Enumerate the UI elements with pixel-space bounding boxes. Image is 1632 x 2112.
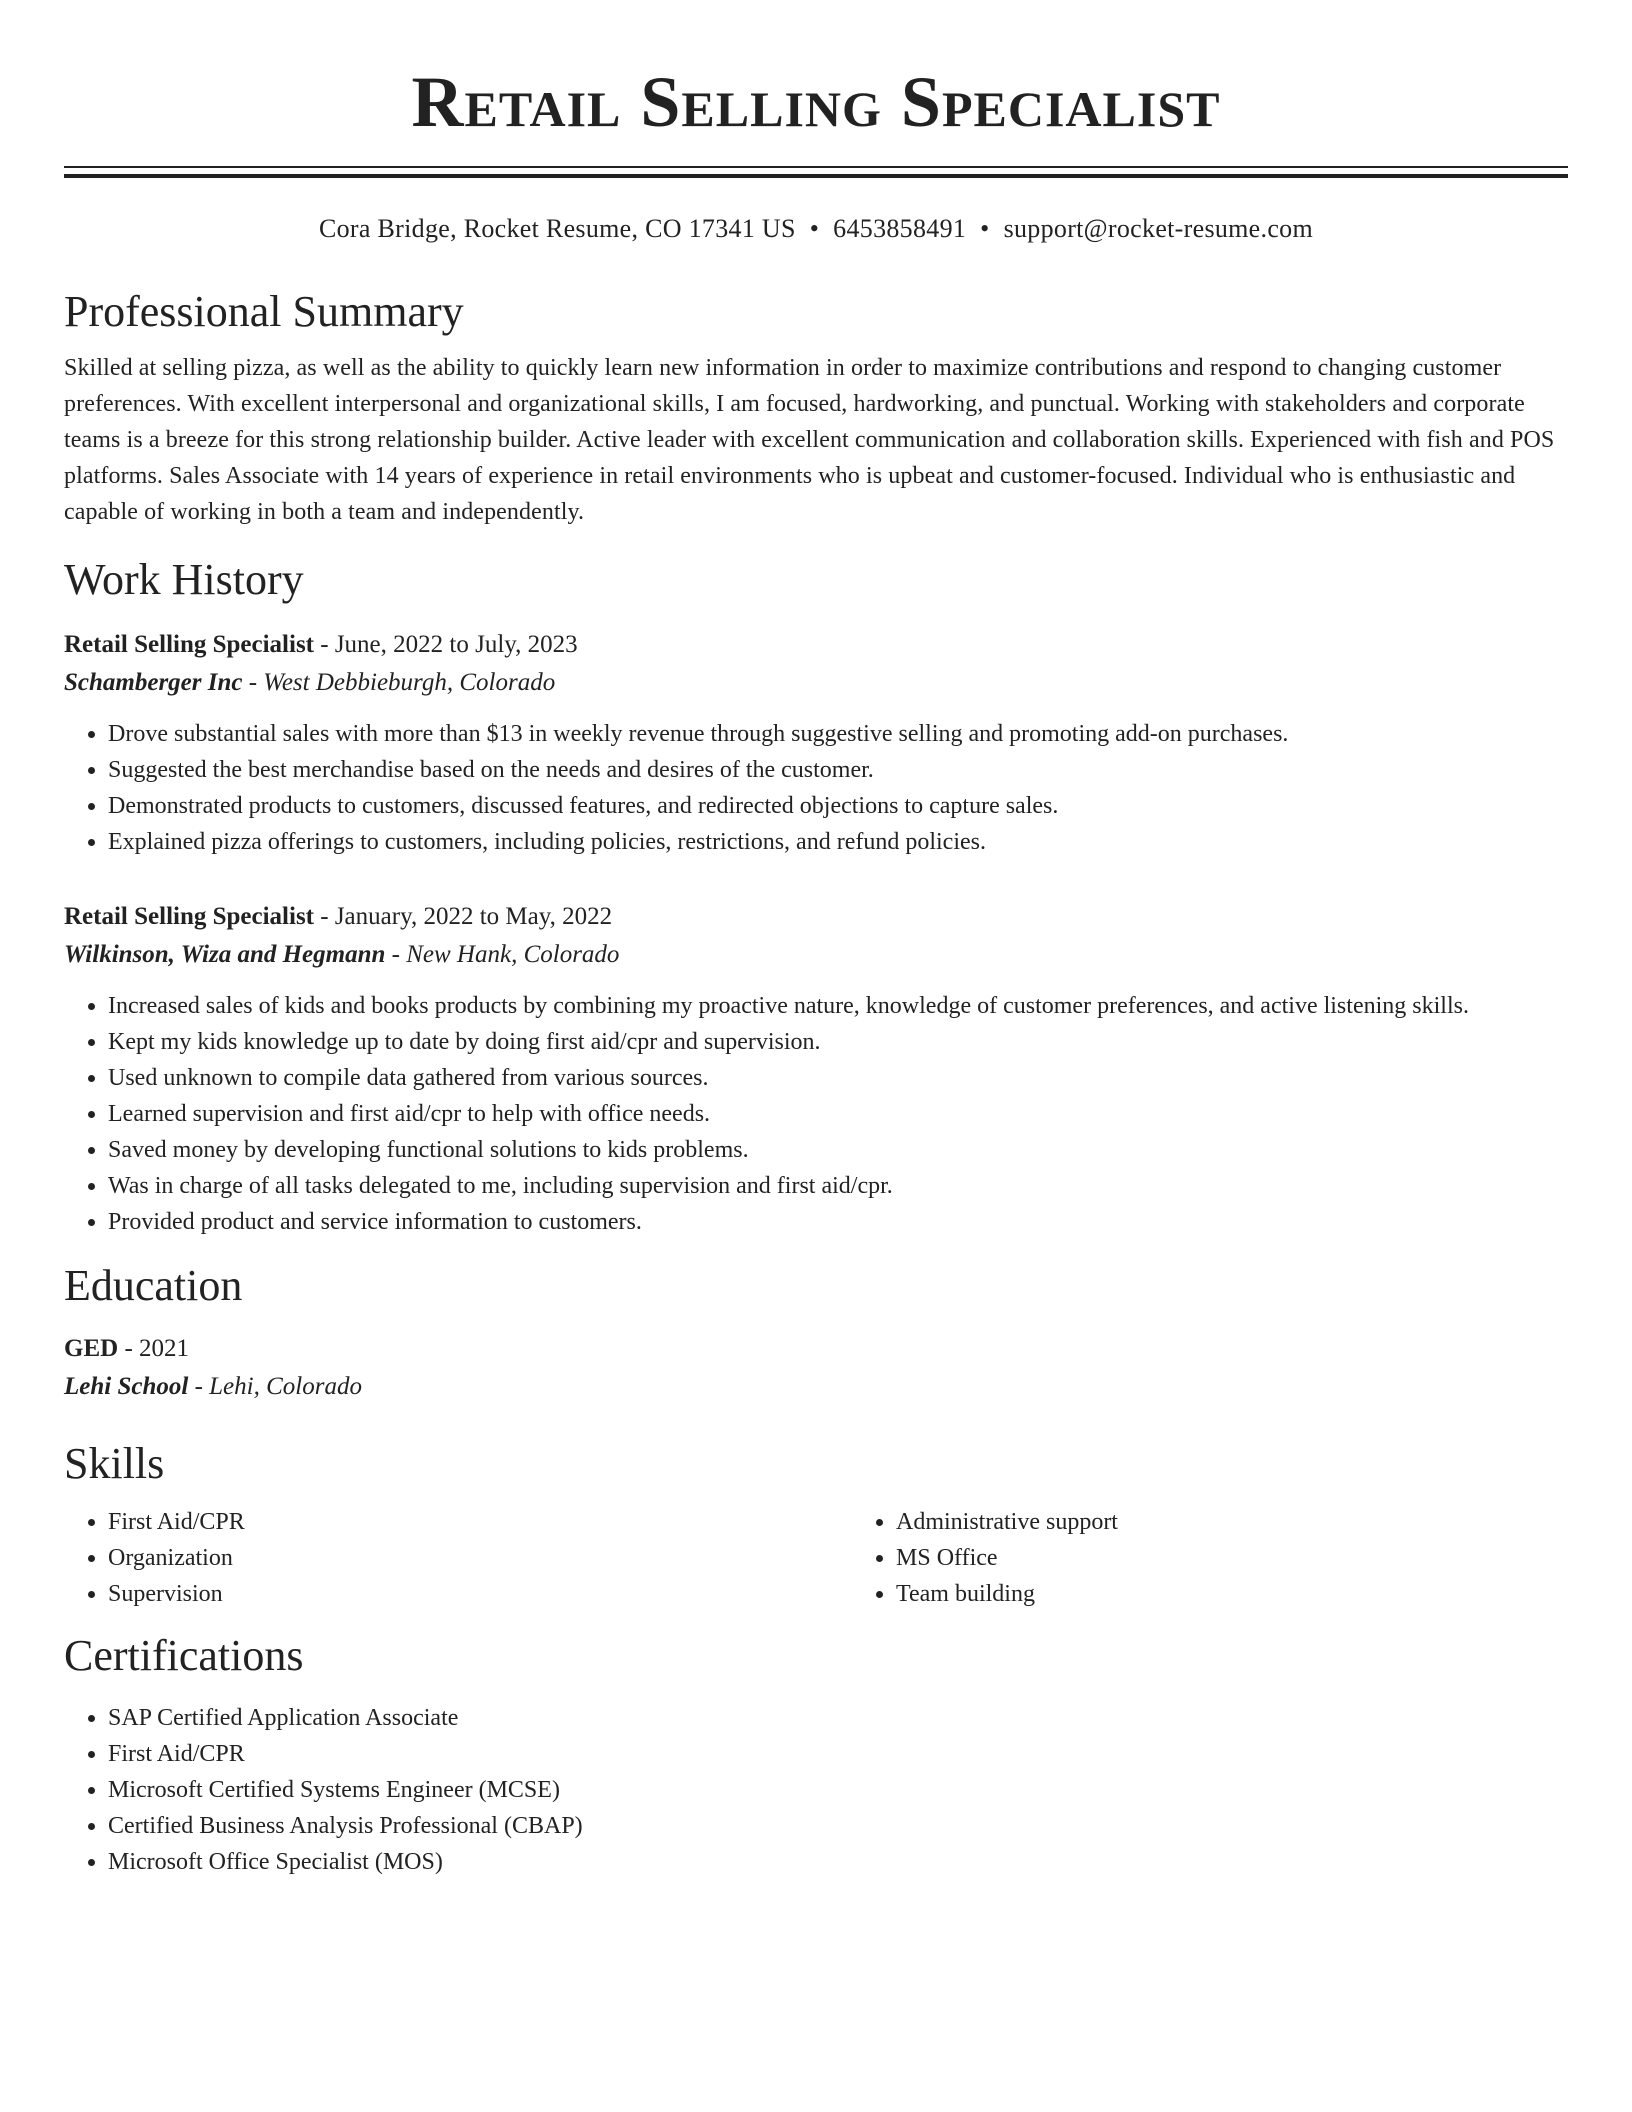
- resume-title: Retail Selling Specialist: [411, 62, 1221, 142]
- job-bullet: • Increased sales of kids and books products by combining my proactive nature, knowledge of customer preferences, and active listening skills.: [108, 988, 1568, 1024]
- job-entry: [64, 898, 1568, 1240]
- work-history-section: [64, 554, 1568, 1240]
- skills-columns: [64, 1504, 1568, 1612]
- certification-item: • Certified Business Analysis Professional (CBAP): [108, 1808, 1568, 1844]
- job-company-line: [64, 664, 1568, 702]
- job-bullet: • Kept my kids knowledge up to date by doing first aid/cpr and supervision.: [108, 1024, 1568, 1060]
- education-heading: Education: [64, 1261, 243, 1310]
- job-title: Retail Selling Specialist: [64, 631, 314, 658]
- certifications-list: [64, 1700, 1568, 1880]
- contact-phone: 6453858491: [833, 214, 967, 243]
- skill-item: • Team building: [896, 1576, 1632, 1612]
- job-bullet: • Explained pizza offerings to customers, including policies, restrictions, and refund policies.: [108, 824, 1568, 860]
- contact-email: support@rocket-resume.com: [1003, 214, 1313, 243]
- job-bullet: • Used unknown to compile data gathered from various sources.: [108, 1060, 1568, 1096]
- certification-item: • Microsoft Certified Systems Engineer (MCSE): [108, 1772, 1568, 1808]
- job-bullet: • Drove substantial sales with more than $13 in weekly revenue through suggestive selling and promoting add-on purchases.: [108, 716, 1568, 752]
- job-bullet: • Saved money by developing functional solutions to kids problems.: [108, 1132, 1568, 1168]
- education-entry: [64, 1330, 1568, 1406]
- job-title-line: [64, 626, 1568, 664]
- certifications-heading: Certifications: [64, 1631, 304, 1680]
- skills-left-column: [64, 1504, 852, 1612]
- job-bullets: [64, 716, 1568, 860]
- summary-heading: Professional Summary: [64, 287, 464, 336]
- job-company: Wilkinson, Wiza and Hegmann: [64, 941, 386, 968]
- job-bullet: • Demonstrated products to customers, discussed features, and redirected objections to capture sales.: [108, 788, 1568, 824]
- job-bullet: • Provided product and service information to customers.: [108, 1204, 1568, 1240]
- contact-address: Cora Bridge, Rocket Resume, CO 17341 US: [318, 214, 796, 243]
- skills-section: [64, 1438, 1568, 1612]
- summary-section: [64, 286, 1568, 530]
- job-title-line: [64, 898, 1568, 936]
- skill-item: • Administrative support: [896, 1504, 1632, 1540]
- contact-line: [64, 212, 1568, 246]
- work-history-heading: Work History: [64, 555, 304, 604]
- job-bullet: • Learned supervision and first aid/cpr to help with office needs.: [108, 1096, 1568, 1132]
- job-bullet: • Suggested the best merchandise based on the needs and desires of the customer.: [108, 752, 1568, 788]
- school-name: Lehi School: [64, 1373, 189, 1400]
- school-location: - Lehi, Colorado: [188, 1373, 362, 1400]
- skill-item: • MS Office: [896, 1540, 1632, 1576]
- skill-item: • Supervision: [108, 1576, 852, 1612]
- degree-line: [64, 1330, 1568, 1368]
- degree: GED: [64, 1335, 119, 1362]
- skill-item: • Organization: [108, 1540, 852, 1576]
- school-line: [64, 1368, 1568, 1406]
- job-location: - West Debbieburgh, Colorado: [242, 669, 556, 696]
- certification-item: • SAP Certified Application Associate: [108, 1700, 1568, 1736]
- certification-item: • Microsoft Office Specialist (MOS): [108, 1844, 1568, 1880]
- degree-year: - 2021: [118, 1335, 190, 1362]
- job-company: Schamberger Inc: [64, 669, 243, 696]
- job-bullet: • Was in charge of all tasks delegated to me, including supervision and first aid/cpr.: [108, 1168, 1568, 1204]
- job-location: - New Hank, Colorado: [385, 941, 620, 968]
- job-dates: - June, 2022 to July, 2023: [314, 631, 578, 658]
- title-rule-thick: [64, 174, 1568, 178]
- skill-item: • First Aid/CPR: [108, 1504, 852, 1540]
- certification-item: • First Aid/CPR: [108, 1736, 1568, 1772]
- skills-heading: Skills: [64, 1439, 165, 1488]
- contact-separator: •: [980, 214, 990, 243]
- job-bullets: [64, 988, 1568, 1240]
- education-section: [64, 1260, 1568, 1406]
- contact-separator: •: [809, 214, 820, 243]
- job-entry: [64, 626, 1568, 860]
- summary-text: Skilled at selling pizza, as well as the ability to quickly learn new information in order to maximize contributions and respond to changing customer preferences. With excellent interpersonal and organizational skills, I am focused, hardworking, and punctual. Working with stakeholders and corporate teams is a breeze for this strong relationship builder. Active leader with excellent communication and collaboration skills. Experienced with fish and POS platforms. Sales Associate with 14 years of experience in retail environments who is upbeat and customer-focused. Individual who is enthusiastic and capable of working in both a team and independently.: [64, 355, 1555, 525]
- skills-right-column: [852, 1504, 1632, 1612]
- certifications-section: [64, 1630, 1568, 1880]
- job-dates: - January, 2022 to May, 2022: [314, 903, 613, 930]
- job-title: Retail Selling Specialist: [64, 903, 314, 930]
- title-rule-thin: [64, 166, 1568, 168]
- job-company-line: [64, 936, 1568, 974]
